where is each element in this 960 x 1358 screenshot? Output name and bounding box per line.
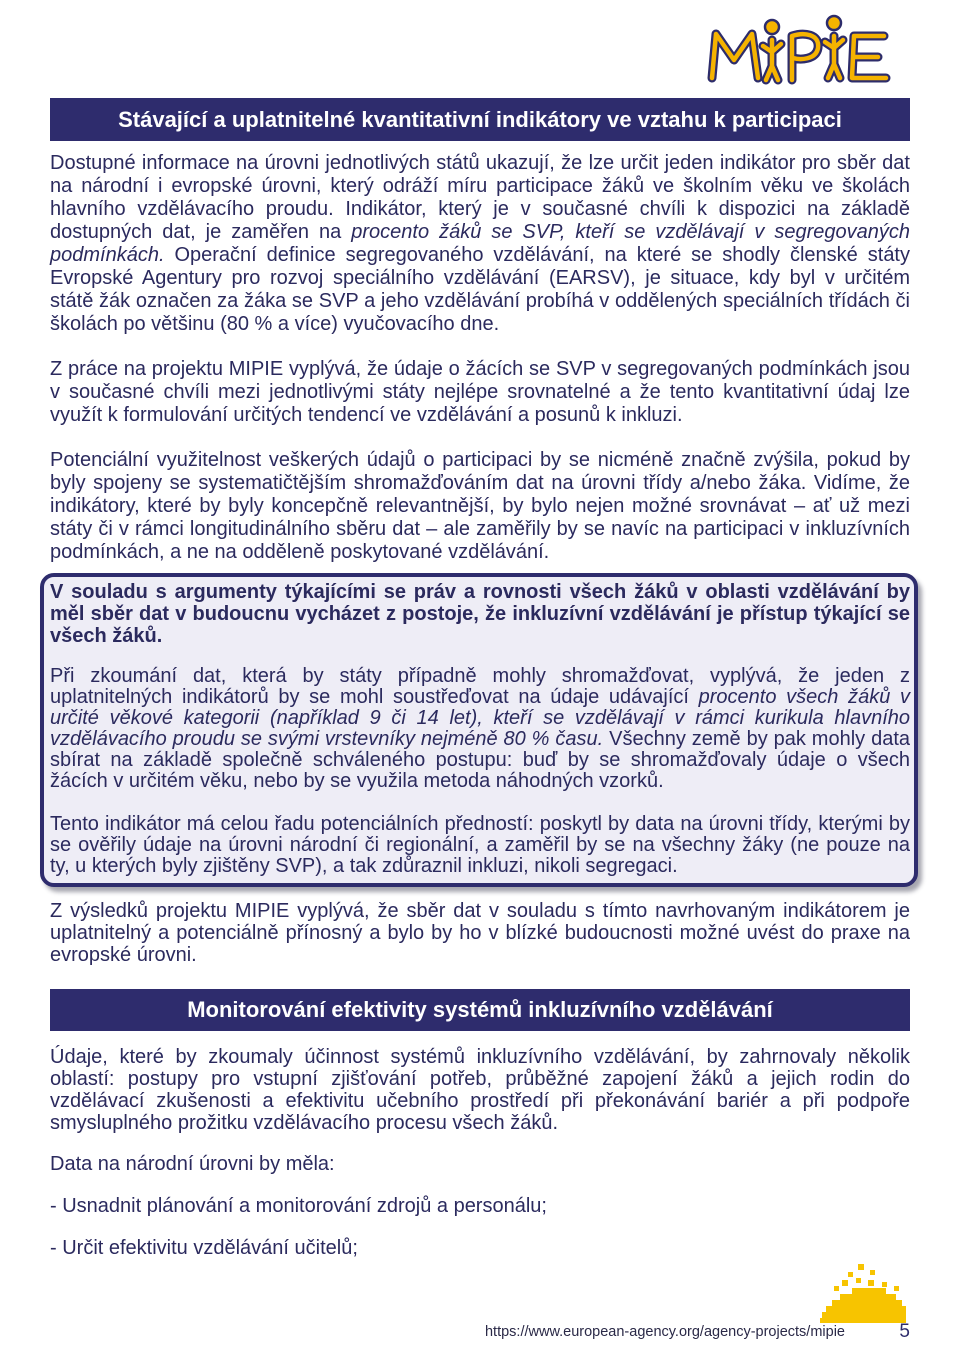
highlight-paragraph-advantages: Tento indikátor má celou řadu potenciálních předností: poskytl by data na úrovni třídy, kterými by se ověřily údaje na úrovni národní či regionální, a zaměřil by se na všechny žáky (ne pouze na ty, u kterých byly zjištěny SVP), a tak zdůraznil inkluzi, nikoli segregaci. [50,813,910,877]
mipie-logo [700,6,900,88]
paragraph-effectiveness-data: Údaje, které by zkoumaly účinnost systémů inkluzívního vzdělávání, by zahrnovaly několik oblastí: postupy pro vstupní zjišťování potřeb, průběžné zapojení žáků a jejich rodin do vzdělávací zkušenosti a efektivitu učebního prostředí při překonávání bariér a při podpoře smysluplného prožitku vzdělávacího procesu všech žáků. [50,1046,910,1134]
paragraph-text: Dostupné informace na úrovni jednotlivých států ukazují, že lze určit jeden indikátor pro sběr dat na národní i evropské úrovni, který odráží míru participace žáků ve školním věku ve školách hlavního vzdělávacího proudu. Indikátor, který je v současné chvíli k dispozici na základě dostupných dat, je zaměřen na [50,152,910,243]
list-item: - Usnadnit plánování a monitorování zdrojů a personálu; [50,1195,547,1217]
paragraph-text: Při zkoumání dat, která by státy případně mohly shromažďovat, vyplývá, že jeden z uplatnitelných indikátorů by se mohl soustřeďovat na údaje udávající [50,665,910,708]
paragraph-text: Všechny země by pak mohly data sbírat na základě společně schváleného postupu: buď by se shromažďovaly údaje o všech žácích v určitém věku, nebo by se využila metoda náhodných vzorků. [50,728,910,792]
list-intro: Data na národní úrovni by měla: [50,1153,335,1175]
page-number: 5 [899,1321,910,1342]
paragraph-conclusion: Z výsledků projektu MIPIE vyplývá, že sběr dat v souladu s tímto navrhovaným indikátorem je uplatnitelný a potenciálně přínosný a bylo by ho v blízké budoucnosti možné uvést do praxe na evropské úrovni. [50,900,910,966]
highlight-paragraph-indicator [50,666,910,792]
paragraph-potential-usability: Potenciální využitelnost veškerých údajů o participaci by se nicméně značně zvýšila, pokud by byly spojeny se systematičtějším shromažďováním dat na úrovni třídy a/nebo žáka. Vidíme, že indikátory, které by byly koncepčně relevantnější, by bylo nejen možné srovnávat – ať už mezi státy či v rámci longitudinálního sběru dat – ale zaměřily by se navíc na participaci v inkluzívních podmínkách, a ne na odděleně poskytované vzdělávání. [50,449,910,563]
paragraph-text: Operační definice segregovaného vzdělávání, na které se shodly členské státy Evropské Agentury pro rozvoj speciálního vzdělávání (EARSV), je situace, kdy byl v určitém státě žák označen za žáka se SVP a jeho vzdělávání probíhá v oddělených speciálních třídách či školách po většinu (80 % a více) vyučovacího dne. [50,244,910,335]
agency-dots-graphic [812,1258,912,1324]
emphasized-text: procento žáků se SVP, kteří se vzdělávají v segregovaných podmínkách. [50,221,910,266]
section-heading-monitoring-effectiveness: Monitorování efektivity systémů inkluzívního vzdělávání [50,989,910,1031]
paragraph-mipie-findings: Z práce na projektu MIPIE vyplývá, že údaje o žácích se SVP v segregovaných podmínkách jsou v současné chvíli mezi jednotlivými státy nejlépe srovnatelné a že tento kvantitativní údaj lze využít k formulování určitých tendencí ve vzdělávání a posunů k inkluzi. [50,358,910,426]
list-item: - Určit efektivitu vzdělávání učitelů; [50,1237,358,1259]
highlight-box [40,573,918,887]
main-content [50,98,910,1259]
paragraph-available-information [50,152,910,336]
footer-url-link[interactable]: https://www.european-agency.org/agency-projects/mipie [484,1324,845,1340]
section-heading-quantitative-indicators: Stávající a uplatnitelné kvantitativní indikátory ve vztahu k participaci [50,98,910,141]
highlight-lead-text: V souladu s argumenty týkajícími se práv a rovnosti všech žáků v oblasti vzdělávání by měl sběr dat v budoucnu vycházet z postoje, že inkluzívní vzdělávání je přístup týkající se všech žáků. [50,581,910,647]
emphasized-text: procento všech žáků v určité věkové kategorii (například 9 či 14 let), kteří se vzdělávají v rámci kurikula hlavního vzdělávacího proudu se svými vrstevníky nejméně 80 % času. [50,686,910,750]
